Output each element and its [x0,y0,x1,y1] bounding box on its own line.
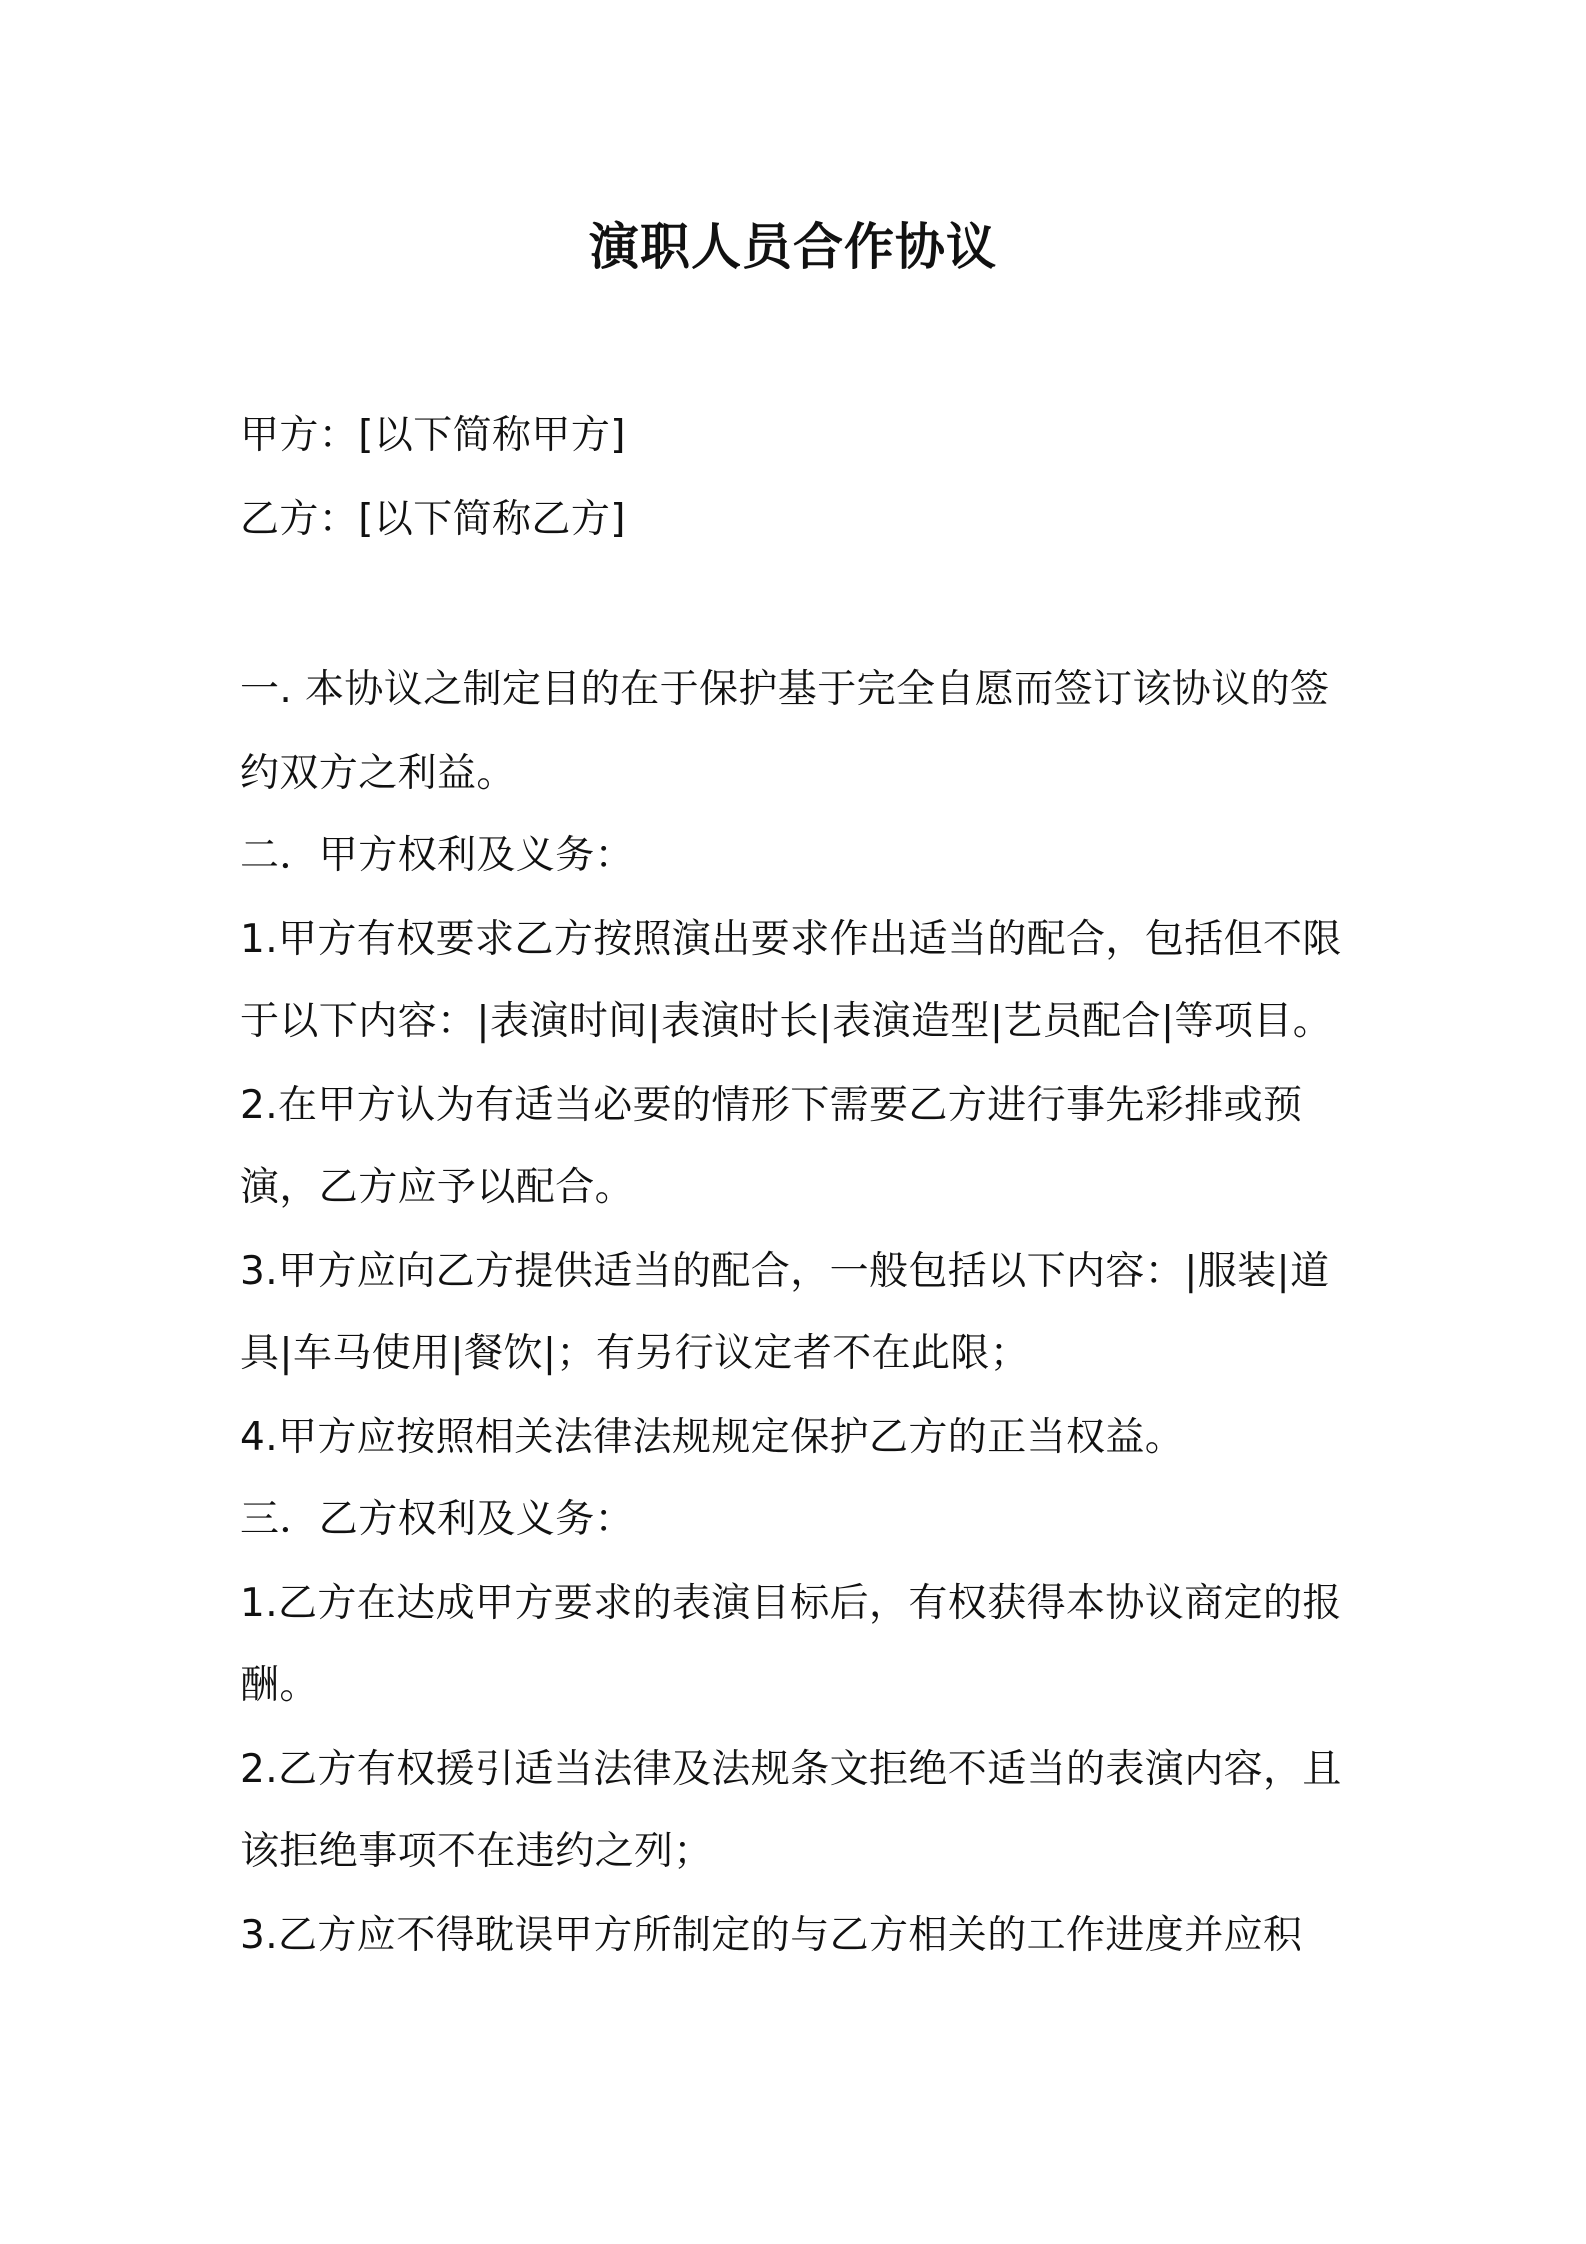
clause-purpose-line-1: 一. 本协议之制定目的在于保护基于完全自愿而签订该协议的签 [240,667,1330,712]
party-b-clause-1-line-2: 酬。 [240,1663,319,1708]
party-a-clause-3-line-1: 3.甲方应向乙方提供适当的配合，一般包括以下内容：|服装|道 [240,1249,1330,1294]
party-a-clause-4: 4.甲方应按照相关法律法规规定保护乙方的正当权益。 [240,1415,1185,1460]
party-b-clause-2-line-2: 该拒绝事项不在违约之列； [240,1829,713,1874]
party-b-line: 乙方：[以下简称乙方] [240,497,626,542]
party-b-clause-3-line-1: 3.乙方应不得耽误甲方所制定的与乙方相关的工作进度并应积 [240,1913,1303,1958]
clause-purpose-line-2: 约双方之利益。 [240,751,516,796]
party-a-clause-1-line-2: 于以下内容：|表演时间|表演时长|表演造型|艺员配合|等项目。 [240,999,1333,1044]
party-b-clause-2-line-1: 2.乙方有权援引适当法律及法规条文拒绝不适当的表演内容，且 [240,1747,1342,1792]
party-a-clause-1-line-1: 1.甲方有权要求乙方按照演出要求作出适当的配合，包括但不限 [240,917,1342,962]
section-heading-party-a-rights: 二．甲方权利及义务： [240,833,635,878]
party-a-line: 甲方：[以下简称甲方] [240,413,626,458]
party-a-clause-2-line-2: 演，乙方应予以配合。 [240,1165,635,1210]
document-title: 演职人员合作协议 [589,218,997,276]
party-b-clause-1-line-1: 1.乙方在达成甲方要求的表演目标后，有权获得本协议商定的报 [240,1581,1342,1626]
party-a-clause-2-line-1: 2.在甲方认为有适当必要的情形下需要乙方进行事先彩排或预 [240,1083,1303,1128]
section-heading-party-b-rights: 三．乙方权利及义务： [240,1497,635,1542]
party-a-clause-3-line-2: 具|车马使用|餐饮|；有另行议定者不在此限； [240,1331,1030,1376]
